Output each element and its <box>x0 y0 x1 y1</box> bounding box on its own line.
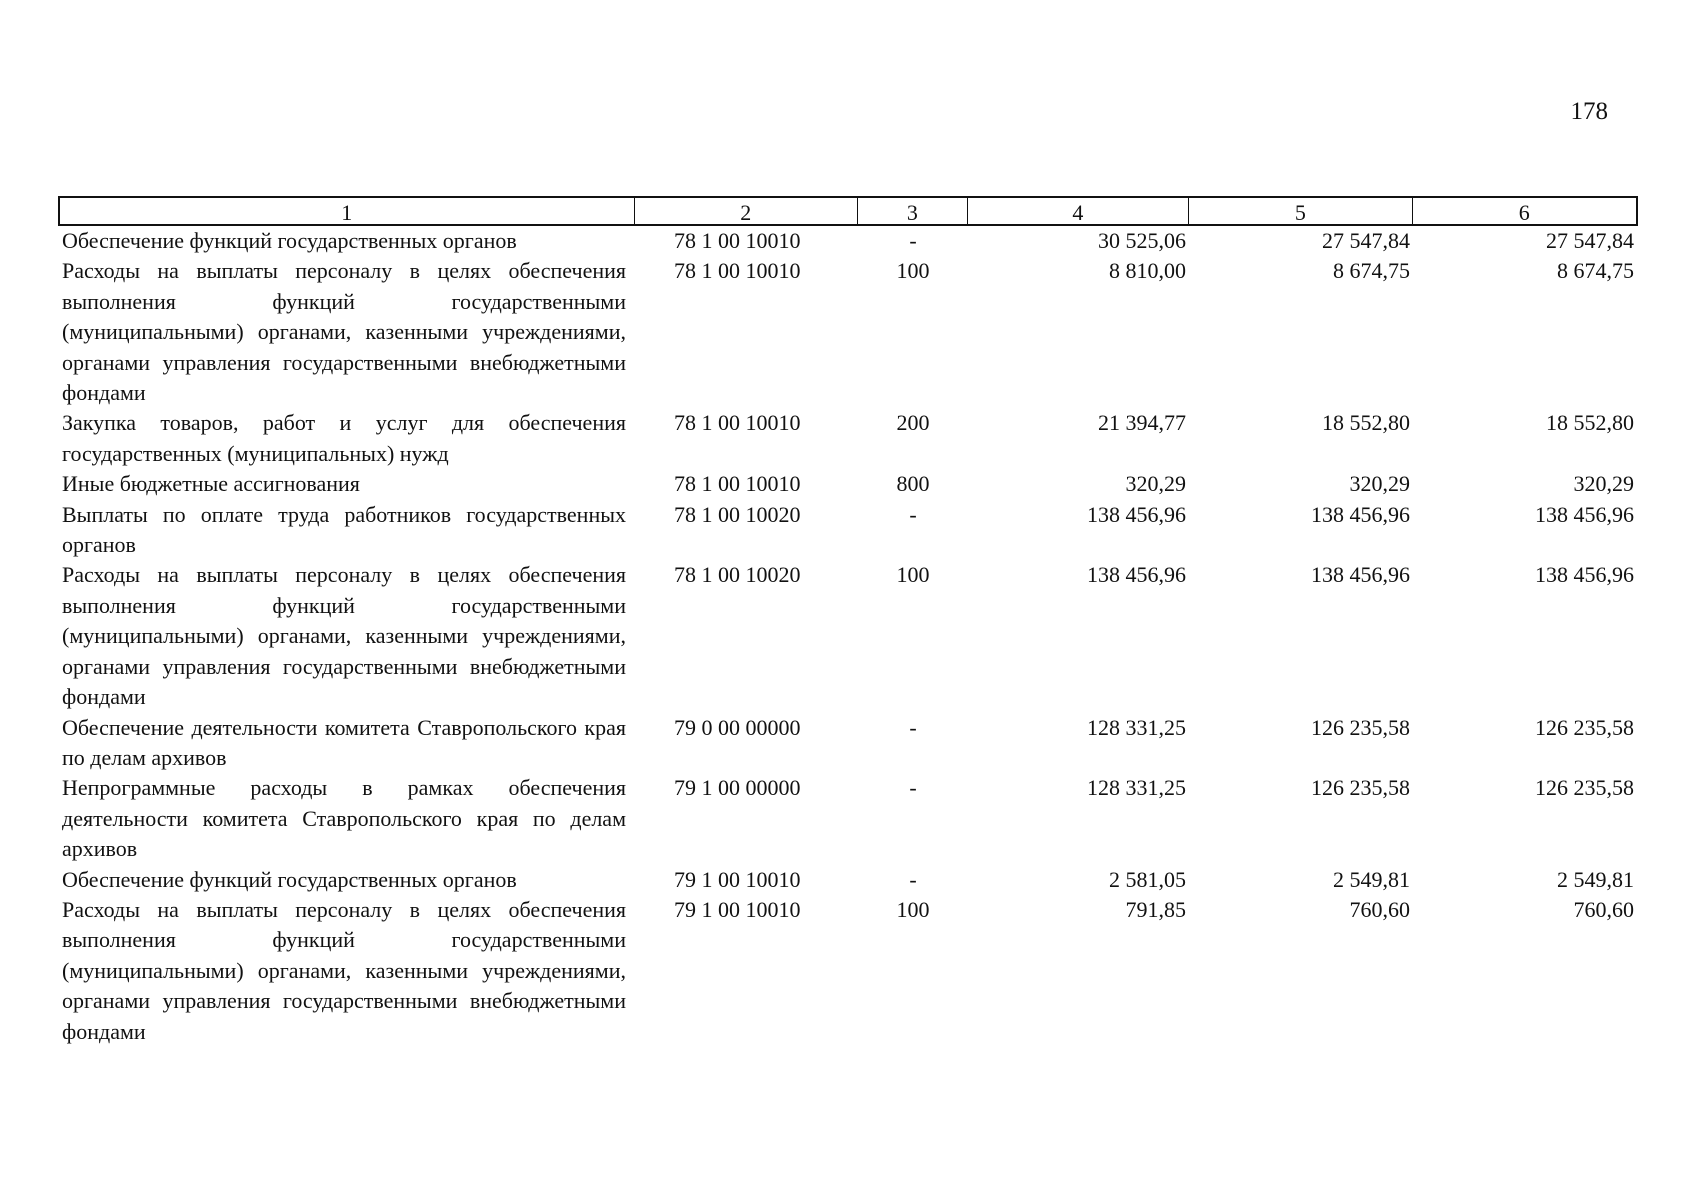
table-row <box>58 226 1638 256</box>
row-type: 100 <box>896 896 930 922</box>
row-type: - <box>909 866 917 892</box>
row-name: Иные бюджетные ассигнования <box>62 471 360 497</box>
row-value-4: 128 331,25 <box>1087 714 1186 740</box>
table-row <box>58 560 1638 712</box>
row-value-4: 138 456,96 <box>1087 501 1186 527</box>
row-code: 78 1 00 10020 <box>674 562 801 588</box>
row-value-5: 138 456,96 <box>1311 562 1410 588</box>
row-value-6: 320,29 <box>1573 471 1634 497</box>
row-name: Закупка товаров, работ и услуг для обеспечения государственных (муниципальных) нужд <box>62 410 626 466</box>
header-col-1: 1 <box>60 198 635 224</box>
row-value-6: 126 235,58 <box>1535 714 1634 740</box>
header-col-2: 2 <box>635 198 858 224</box>
row-value-5: 8 674,75 <box>1333 258 1410 284</box>
row-type: - <box>909 714 917 740</box>
row-value-6: 2 549,81 <box>1557 866 1634 892</box>
row-type: - <box>909 501 917 527</box>
row-value-6: 138 456,96 <box>1535 562 1634 588</box>
row-code: 79 1 00 10010 <box>674 896 801 922</box>
table-row <box>58 895 1638 1047</box>
row-value-4: 320,29 <box>1125 471 1186 497</box>
row-type: - <box>909 775 917 801</box>
row-value-4: 128 331,25 <box>1087 775 1186 801</box>
table-body <box>58 226 1638 1047</box>
table-row <box>58 865 1638 895</box>
row-name: Расходы на выплаты персоналу в целях обеспечения выполнения функций государственными (муниципальными) органами, казенными учреждениями, органами управления государственными внебюджетными фондами <box>62 896 626 1044</box>
row-code: 78 1 00 10010 <box>674 228 801 253</box>
row-value-4: 138 456,96 <box>1087 562 1186 588</box>
table-row <box>58 469 1638 499</box>
row-code: 78 1 00 10010 <box>674 471 801 497</box>
row-value-6: 27 547,84 <box>1546 228 1634 253</box>
row-value-5: 320,29 <box>1349 471 1410 497</box>
row-type: 100 <box>896 258 930 284</box>
row-code: 78 1 00 10020 <box>674 501 801 527</box>
row-name: Непрограммные расходы в рамках обеспечения деятельности комитета Ставропольского края по делам архивов <box>62 775 626 862</box>
row-name: Расходы на выплаты персоналу в целях обеспечения выполнения функций государственными (муниципальными) органами, казенными учреждениями, органами управления государственными внебюджетными фондами <box>62 258 626 406</box>
row-code: 79 1 00 00000 <box>674 775 801 801</box>
header-col-4: 4 <box>968 198 1189 224</box>
row-type: - <box>909 228 917 253</box>
row-value-5: 27 547,84 <box>1322 228 1410 253</box>
row-name: Расходы на выплаты персоналу в целях обеспечения выполнения функций государственными (муниципальными) органами, казенными учреждениями, органами управления государственными внебюджетными фондами <box>62 562 626 710</box>
row-value-4: 21 394,77 <box>1098 410 1186 436</box>
row-code: 78 1 00 10010 <box>674 410 801 436</box>
row-code: 79 1 00 10010 <box>674 866 801 892</box>
table-row <box>58 408 1638 469</box>
table-row <box>58 256 1638 408</box>
header-col-5: 5 <box>1189 198 1412 224</box>
row-value-5: 2 549,81 <box>1333 866 1410 892</box>
row-value-4: 8 810,00 <box>1109 258 1186 284</box>
table-row <box>58 773 1638 864</box>
row-name: Обеспечение деятельности комитета Ставропольского края по делам архивов <box>62 714 626 770</box>
row-name: Обеспечение функций государственных органов <box>62 866 517 892</box>
row-name: Выплаты по оплате труда работников государственных органов <box>62 501 626 558</box>
table-row <box>58 713 1638 774</box>
row-name: Обеспечение функций государственных органов <box>62 228 517 253</box>
row-value-6: 18 552,80 <box>1546 410 1634 436</box>
row-value-5: 126 235,58 <box>1311 714 1410 740</box>
row-value-4: 791,85 <box>1125 896 1186 922</box>
row-value-6: 138 456,96 <box>1535 501 1634 527</box>
header-col-6: 6 <box>1518 200 1530 225</box>
table-header-row <box>58 196 1638 226</box>
row-type: 100 <box>896 562 930 588</box>
row-value-6: 8 674,75 <box>1557 258 1634 284</box>
row-value-4: 2 581,05 <box>1109 866 1186 892</box>
row-code: 79 0 00 00000 <box>674 714 801 740</box>
row-value-4: 30 525,06 <box>1098 228 1186 253</box>
row-value-6: 760,60 <box>1573 896 1634 922</box>
page-number: 178 <box>1570 98 1608 125</box>
row-type: 200 <box>896 410 930 436</box>
row-value-5: 760,60 <box>1349 896 1410 922</box>
row-value-5: 18 552,80 <box>1322 410 1410 436</box>
row-value-5: 138 456,96 <box>1311 501 1410 527</box>
row-type: 800 <box>896 471 930 497</box>
row-value-6: 126 235,58 <box>1535 775 1634 801</box>
header-col-3: 3 <box>858 198 968 224</box>
row-code: 78 1 00 10010 <box>674 258 801 284</box>
row-value-5: 126 235,58 <box>1311 775 1410 801</box>
table-row <box>58 500 1638 561</box>
